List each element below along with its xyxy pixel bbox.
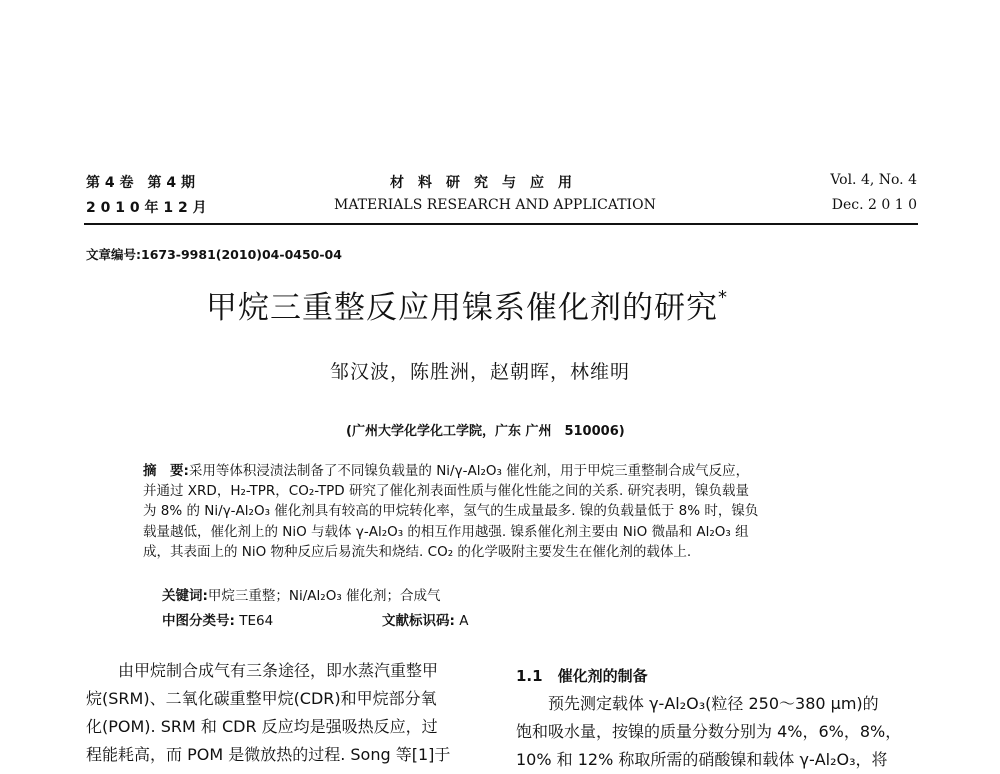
body-line: 程能耗高，而 POM 是微放热的过程. Song 等[1]于 bbox=[86, 745, 451, 764]
document-code bbox=[382, 609, 468, 629]
body-column-left bbox=[86, 657, 486, 769]
publication-date-cn: 2 0 1 0 年 1 2 月 bbox=[86, 200, 207, 216]
abstract-line: 摘 要:采用等体积浸渍法制备了不同镍负载量的 Ni/γ-Al₂O₃ 催化剂，用于甲烷三重整制合成气反应， bbox=[143, 463, 750, 479]
classification-number bbox=[162, 609, 273, 629]
classification-value: TE64 bbox=[239, 613, 274, 629]
journal-name-en: MATERIALS RESEARCH AND APPLICATION bbox=[334, 197, 656, 213]
body-line: 由甲烷制合成气有三条途径，即水蒸汽重整甲 bbox=[86, 661, 439, 680]
keywords bbox=[162, 584, 441, 604]
body-line: 预先测定载体 γ-Al₂O₃(粒径 250～380 μm)的 bbox=[516, 694, 879, 713]
affiliation: (广州大学化学化工学院，广东 广州 510006) bbox=[346, 424, 625, 439]
body-column-right bbox=[516, 662, 926, 774]
paper-title bbox=[206, 282, 728, 327]
header-rule bbox=[84, 223, 918, 225]
body-line: 饱和吸水量，按镍的质量分数分别为 4%，6%，8%， bbox=[516, 722, 902, 741]
body-line: 10% 和 12% 称取所需的硝酸镍和载体 γ-Al₂O₃，将 bbox=[516, 750, 888, 769]
abstract-line: 载量越低，催化剂上的 NiO 与载体 γ-Al₂O₃ 的相互作用越强. 镍系催化剂主要由 NiO 微晶和 Al₂O₃ 组 bbox=[143, 523, 749, 540]
body-line: 化(POM). SRM 和 CDR 反应均是强吸热反应，过 bbox=[86, 717, 438, 736]
volume-en: Vol. 4, No. 4 bbox=[830, 172, 917, 188]
keywords-label: 关键词: bbox=[162, 588, 208, 604]
document-code-label: 文献标识码: bbox=[382, 613, 455, 629]
abstract bbox=[143, 461, 855, 562]
body-line: 烷(SRM)、二氧化碳重整甲烷(CDR)和甲烷部分氧 bbox=[86, 689, 437, 708]
keywords-text: 甲烷三重整；Ni/Al₂O₃ 催化剂；合成气 bbox=[207, 588, 441, 604]
volume-issue: 第 4 卷 第 4 期 bbox=[86, 175, 195, 191]
title-footnote-mark: * bbox=[718, 286, 728, 308]
authors: 邹汉波，陈胜洲，赵朝晖，林维明 bbox=[330, 361, 631, 383]
abstract-line: 成，其表面上的 NiO 物种反应后易流失和烧结. CO₂ 的化学吸附主要发生在催化剂的载体上. bbox=[143, 543, 692, 560]
date-en: Dec. 2 0 1 0 bbox=[831, 197, 917, 213]
journal-name-cn: 材 料 研 究 与 应 用 bbox=[390, 175, 572, 191]
paper-title-text: 甲烷三重整反应用镍系催化剂的研究 bbox=[206, 290, 718, 326]
document-code-value: A bbox=[459, 613, 469, 629]
abstract-label: 摘 要: bbox=[143, 463, 189, 479]
abstract-line: 并通过 XRD，H₂-TPR，CO₂-TPD 研究了催化剂表面性质与催化性能之间的关系. 研究表明，镍负载量 bbox=[143, 483, 750, 500]
article-number: 文章编号:1673-9981(2010)04-0450-04 bbox=[86, 247, 342, 262]
section-heading: 1.1 催化剂的制备 bbox=[516, 667, 648, 685]
classification-label: 中图分类号: bbox=[162, 613, 235, 629]
abstract-line: 为 8% 的 Ni/γ-Al₂O₃ 催化剂具有较高的甲烷转化率，氢气的生成量最多. 镍的负载量低于 8% 时，镍负 bbox=[143, 503, 759, 520]
